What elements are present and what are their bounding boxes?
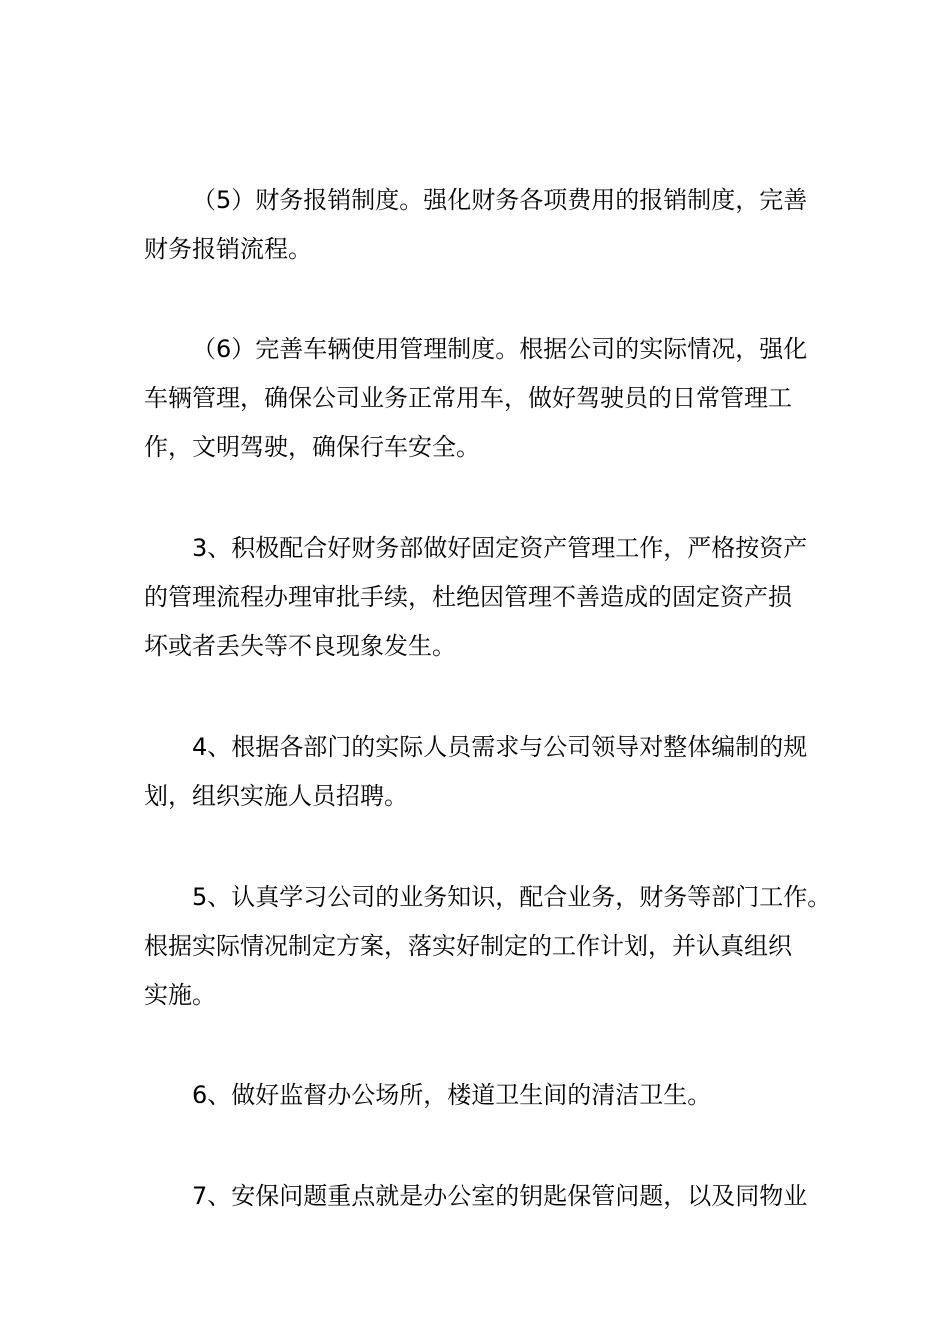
paragraph-line: 4、根据各部门的实际人员需求与公司领导对整体编制的规	[192, 733, 808, 761]
paragraph-line: 6、做好监督办公场所，楼道卫生间的清洁卫生。	[192, 1081, 712, 1109]
paragraph-6-cleaning	[144, 1071, 824, 1120]
paragraph-7-security	[144, 1172, 824, 1221]
paragraph-line: 作，文明驾驶，确保行车安全。	[144, 433, 480, 461]
paragraph-line: 实施。	[144, 981, 216, 1009]
paragraph-5-business-learning	[144, 873, 832, 1020]
paragraph-line: 7、安保问题重点就是办公室的钥匙保管问题，以及同物业	[192, 1182, 808, 1210]
paragraph-6-vehicle-management	[144, 325, 824, 472]
paragraph-line: 的管理流程办理审批手续，杜绝因管理不善造成的固定资产损	[144, 583, 792, 611]
paragraph-4-recruitment	[144, 723, 824, 821]
paragraph-line: 车辆管理，确保公司业务正常用车，做好驾驶员的日常管理工	[144, 384, 792, 412]
paragraph-line: 根据实际情况制定方案，落实好制定的工作计划，并认真组织	[144, 932, 792, 960]
paragraph-line: 财务报销流程。	[144, 235, 312, 263]
paragraph-line: 3、积极配合好财务部做好固定资产管理工作，严格按资产	[192, 534, 808, 562]
paragraph-5-finance-reimbursement	[144, 176, 824, 274]
paragraph-line: （6）完善车辆使用管理制度。根据公司的实际情况，强化	[192, 335, 808, 363]
paragraph-line: 划，组织实施人员招聘。	[144, 782, 408, 810]
paragraph-line: 5、认真学习公司的业务知识，配合业务，财务等部门工作。	[192, 883, 832, 911]
paragraph-line: 坏或者丢失等不良现象发生。	[144, 632, 456, 660]
paragraph-3-fixed-assets	[144, 524, 824, 671]
paragraph-line: （5）财务报销制度。强化财务各项费用的报销制度，完善	[192, 186, 808, 214]
